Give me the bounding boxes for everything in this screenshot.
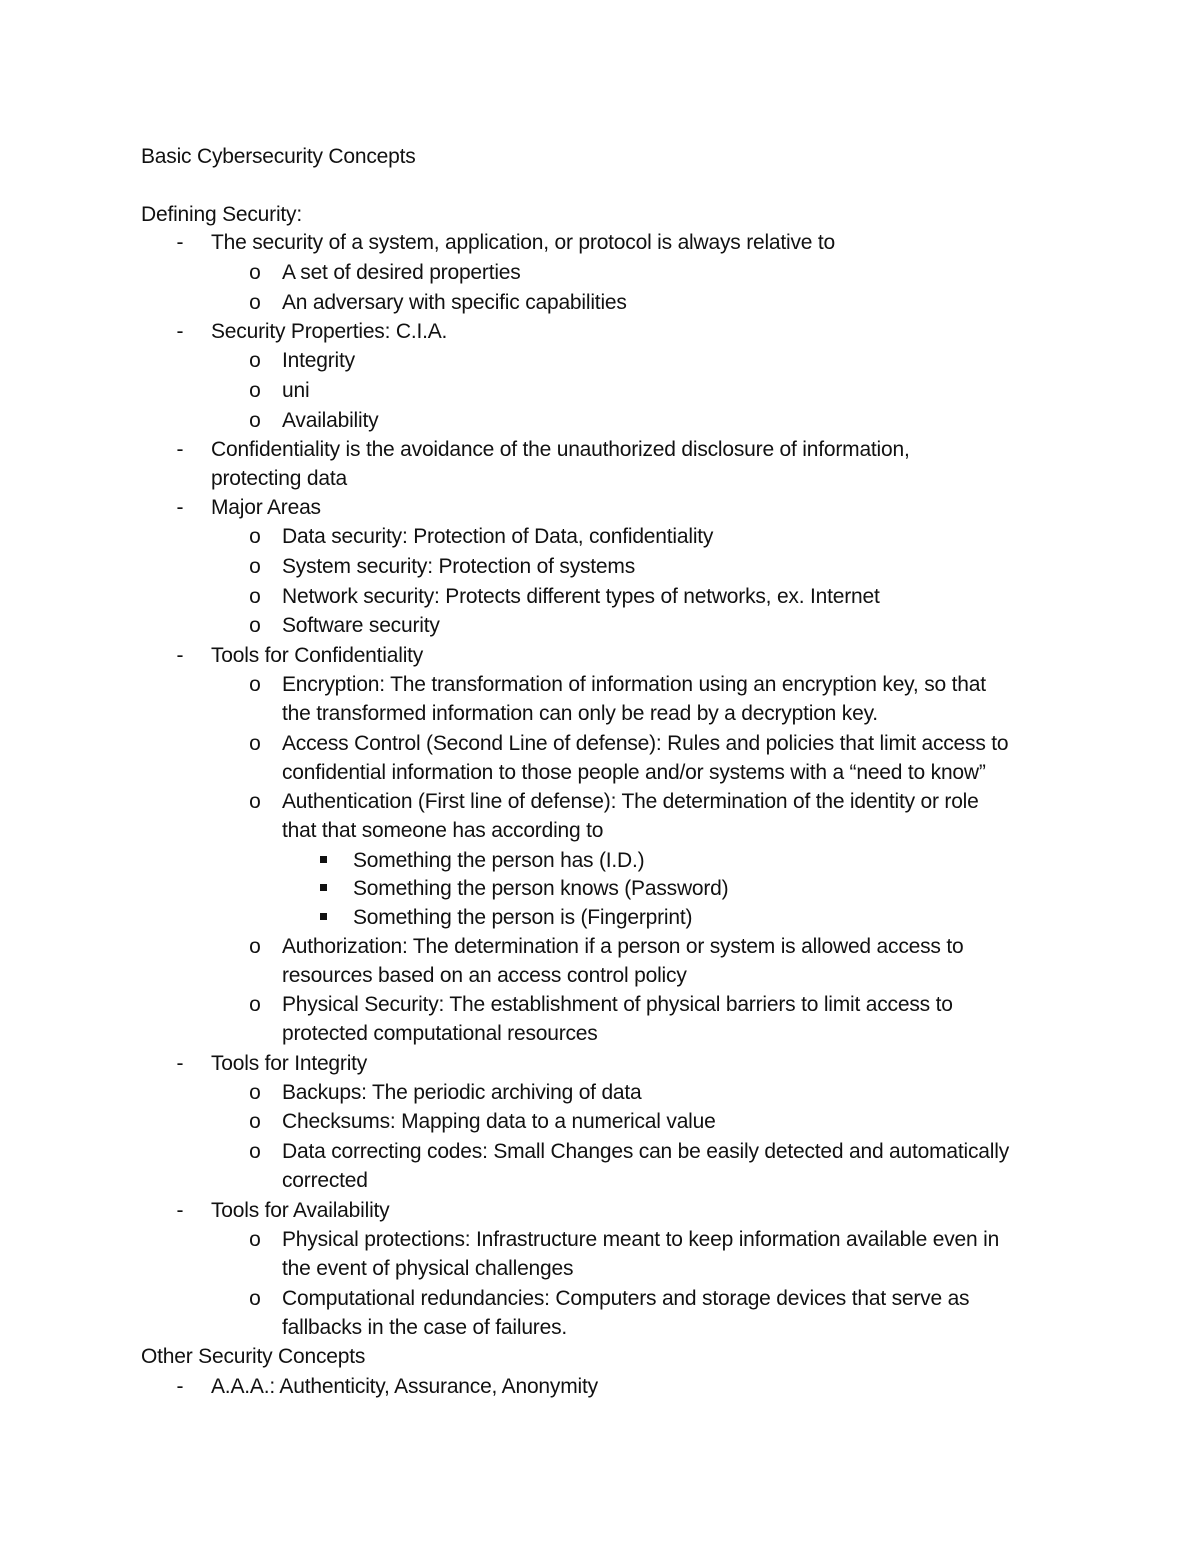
circle-bullet: o (249, 673, 261, 696)
section-heading-defining-security: Defining Security: (141, 203, 302, 226)
circle-bullet: o (249, 935, 261, 958)
dash-bullet: - (176, 438, 184, 461)
list-item-continuation: protecting data (211, 467, 347, 490)
document-title: Basic Cybersecurity Concepts (141, 145, 416, 168)
square-bullet-icon (320, 856, 327, 863)
sub-list-item: Access Control (Second Line of defense): Rules and policies that limit access to (282, 732, 1009, 755)
circle-bullet: o (249, 614, 261, 637)
circle-bullet: o (249, 349, 261, 372)
sub-list-item: Integrity (282, 349, 355, 372)
circle-bullet: o (249, 1081, 261, 1104)
sub-sub-list-item: Something the person is (Fingerprint) (353, 906, 693, 929)
circle-bullet: o (249, 1228, 261, 1251)
circle-bullet: o (249, 1287, 261, 1310)
sub-list-item-continuation: that that someone has according to (282, 819, 604, 842)
sub-list-item: An adversary with specific capabilities (282, 291, 627, 314)
circle-bullet: o (249, 261, 261, 284)
sub-list-item: Availability (282, 409, 379, 432)
dash-bullet: - (176, 644, 184, 667)
sub-list-item: uni (282, 379, 310, 402)
sub-sub-list-item: Something the person has (I.D.) (353, 849, 645, 872)
sub-list-item-continuation: corrected (282, 1169, 368, 1192)
sub-list-item: Checksums: Mapping data to a numerical value (282, 1110, 716, 1133)
sub-list-item-continuation: fallbacks in the case of failures. (282, 1316, 568, 1339)
circle-bullet: o (249, 291, 261, 314)
list-item: Major Areas (211, 496, 321, 519)
circle-bullet: o (249, 379, 261, 402)
list-item: Tools for Confidentiality (211, 644, 424, 667)
list-item: Tools for Availability (211, 1199, 390, 1222)
list-item: The security of a system, application, or protocol is always relative to (211, 231, 836, 254)
sub-list-item: System security: Protection of systems (282, 555, 636, 578)
list-item: Tools for Integrity (211, 1052, 368, 1075)
list-item: A.A.A.: Authenticity, Assurance, Anonymity (211, 1375, 598, 1398)
sub-list-item-continuation: confidential information to those people and/or systems with a “need to know” (282, 761, 986, 784)
list-item: Security Properties: C.I.A. (211, 320, 448, 343)
sub-list-item-continuation: the transformed information can only be read by a decryption key. (282, 702, 878, 725)
circle-bullet: o (249, 585, 261, 608)
dash-bullet: - (176, 1375, 184, 1398)
list-item: Confidentiality is the avoidance of the unauthorized disclosure of information, (211, 438, 910, 461)
sub-list-item-continuation: protected computational resources (282, 1022, 598, 1045)
sub-list-item: Physical protections: Infrastructure meant to keep information available even in (282, 1228, 1000, 1251)
sub-list-item: A set of desired properties (282, 261, 521, 284)
sub-list-item: Software security (282, 614, 440, 637)
sub-list-item: Encryption: The transformation of information using an encryption key, so that (282, 673, 986, 696)
circle-bullet: o (249, 409, 261, 432)
circle-bullet: o (249, 732, 261, 755)
sub-sub-list-item: Something the person knows (Password) (353, 877, 729, 900)
circle-bullet: o (249, 790, 261, 813)
circle-bullet: o (249, 993, 261, 1016)
sub-list-item: Authorization: The determination if a person or system is allowed access to (282, 935, 964, 958)
dash-bullet: - (176, 1199, 184, 1222)
sub-list-item: Network security: Protects different types of networks, ex. Internet (282, 585, 880, 608)
circle-bullet: o (249, 555, 261, 578)
circle-bullet: o (249, 525, 261, 548)
sub-list-item-continuation: the event of physical challenges (282, 1257, 574, 1280)
sub-list-item: Computational redundancies: Computers and storage devices that serve as (282, 1287, 970, 1310)
dash-bullet: - (176, 320, 184, 343)
sub-list-item: Backups: The periodic archiving of data (282, 1081, 642, 1104)
dash-bullet: - (176, 231, 184, 254)
sub-list-item: Data correcting codes: Small Changes can be easily detected and automatically (282, 1140, 1010, 1163)
sub-list-item: Data security: Protection of Data, confidentiality (282, 525, 714, 548)
sub-list-item: Physical Security: The establishment of physical barriers to limit access to (282, 993, 953, 1016)
circle-bullet: o (249, 1140, 261, 1163)
section-heading-other-security-concepts: Other Security Concepts (141, 1345, 366, 1368)
sub-list-item-continuation: resources based on an access control policy (282, 964, 687, 987)
square-bullet-icon (320, 884, 327, 891)
circle-bullet: o (249, 1110, 261, 1133)
sub-list-item: Authentication (First line of defense): The determination of the identity or role (282, 790, 979, 813)
square-bullet-icon (320, 913, 327, 920)
dash-bullet: - (176, 496, 184, 519)
dash-bullet: - (176, 1052, 184, 1075)
